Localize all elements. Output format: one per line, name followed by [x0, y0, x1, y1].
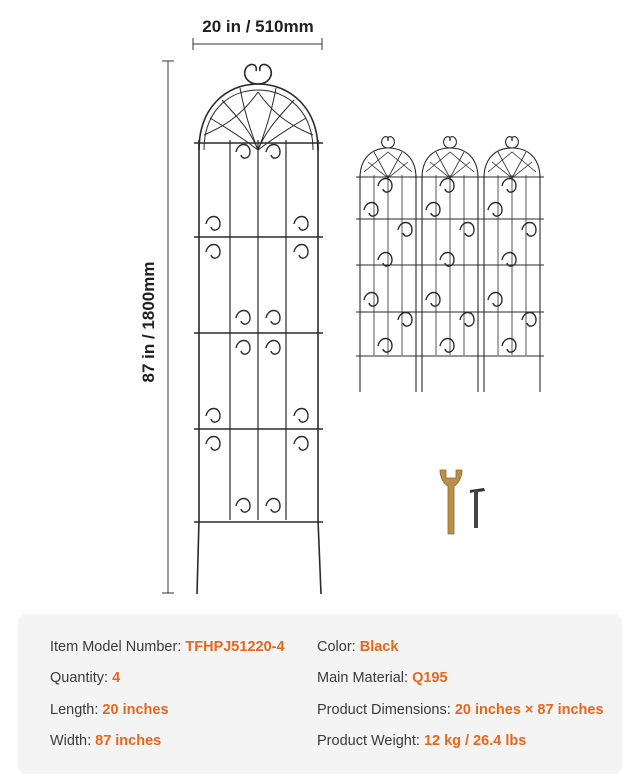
width-dimension — [193, 17, 322, 50]
trellis-panel-small-2 — [418, 137, 482, 392]
spec-label: Item Model Number: — [50, 639, 186, 655]
spec-value: 12 kg / 26.4 lbs — [423, 733, 527, 749]
spec-label: Quantity: — [50, 670, 113, 686]
spec-value: TFHPJ51220-4 — [185, 639, 285, 655]
hex-key-icon — [470, 488, 485, 528]
spec-length — [50, 701, 169, 719]
spec-label: Width: — [50, 733, 96, 749]
spec-label: Main Material: — [317, 670, 413, 686]
spec-label: Color: — [317, 639, 360, 655]
trellis-panel-small-3 — [480, 137, 544, 392]
spec-value: Black — [359, 639, 399, 655]
specs-panel — [18, 614, 622, 774]
height-dimension — [139, 61, 174, 593]
spec-value: 20 inches — [102, 702, 169, 718]
spec-value: 87 inches — [95, 733, 162, 749]
trellis-panel-large — [194, 64, 323, 594]
spec-value: 4 — [112, 670, 121, 686]
wrench-icon — [440, 470, 462, 534]
spec-value: 20 inches × 87 inches — [454, 702, 604, 718]
spec-quantity — [50, 669, 120, 687]
spec-value: Q195 — [412, 670, 448, 686]
spec-main-material — [317, 669, 448, 687]
trellis-panel-small-1 — [356, 137, 420, 392]
spec-color — [317, 638, 398, 656]
spec-width — [50, 732, 161, 750]
trellis-panels-set — [356, 137, 544, 392]
spec-product-weight — [317, 732, 526, 750]
height-label: 87 in / 1800mm — [139, 261, 158, 383]
spec-item-model — [50, 638, 285, 656]
spec-product-dimensions — [317, 701, 604, 719]
width-label: 20 in / 510mm — [202, 17, 314, 36]
spec-label: Product Weight: — [317, 733, 424, 749]
spec-label: Product Dimensions: — [317, 702, 455, 718]
spec-label: Length: — [50, 702, 103, 718]
